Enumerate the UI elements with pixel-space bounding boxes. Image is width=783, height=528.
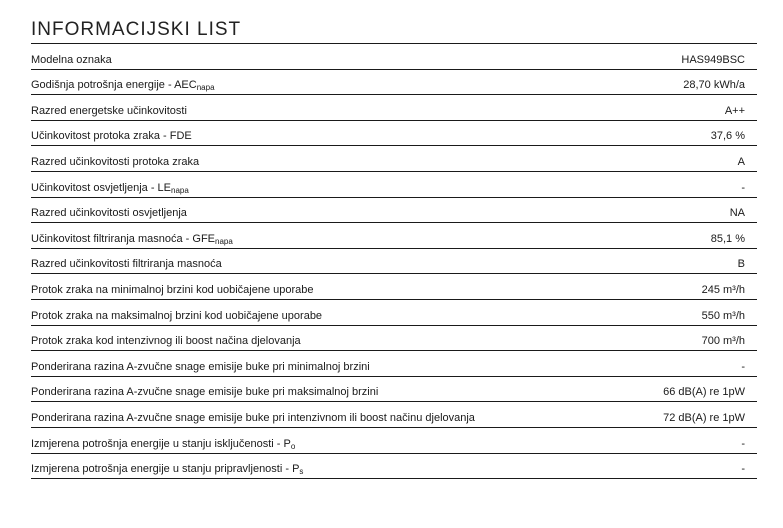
row-label: Godišnja potrošnja energije - $AEC_{napa}$ bbox=[31, 79, 215, 93]
row-value: - bbox=[741, 437, 745, 450]
row-label: Učinkovitost protoka zraka - FDE bbox=[31, 130, 192, 143]
row-label: Ponderirana razina A-zvučne snage emisije buke pri intenzivnom ili boost načinu djelovanja bbox=[31, 411, 475, 424]
row-value: - bbox=[741, 463, 745, 476]
row-value: 66 dB(A) re 1pW bbox=[663, 386, 745, 399]
row-label: Protok zraka na maksimalnoj brzini kod uobičajene uporabe bbox=[31, 309, 323, 322]
table-row-gfe bbox=[31, 223, 757, 249]
row-value: 37,6 % bbox=[710, 130, 745, 143]
row-value: HAS949BSC bbox=[681, 53, 745, 66]
row-value: A bbox=[737, 155, 745, 168]
table-row-fde bbox=[31, 121, 757, 147]
table-row-model bbox=[31, 44, 757, 70]
row-label: Učinkovitost filtriranja masnoća - $GFE_{napa}$ bbox=[31, 232, 233, 246]
table-row-noise-boost bbox=[31, 402, 757, 428]
row-value: NA bbox=[729, 207, 745, 220]
row-value: - bbox=[741, 360, 745, 373]
row-value: - bbox=[741, 181, 745, 194]
row-label: Protok zraka na minimalnoj brzini kod uobičajene uporabe bbox=[31, 283, 314, 296]
row-label: Izmjerena potrošnja energije u stanju isključenosti - $P_o$ bbox=[31, 437, 296, 451]
table-row-power-standby bbox=[31, 454, 757, 480]
table-row-aec bbox=[31, 70, 757, 96]
row-value: 245 m³/h bbox=[701, 283, 745, 296]
row-value: 700 m³/h bbox=[701, 335, 745, 348]
row-label: Razred energetske učinkovitosti bbox=[31, 104, 187, 117]
row-label: Učinkovitost osvjetljenja - $LE_{napa}$ bbox=[31, 181, 189, 195]
row-label: Razred učinkovitosti filtriranja masnoća bbox=[31, 258, 222, 271]
table-row-fde-class bbox=[31, 146, 757, 172]
table-row-power-off bbox=[31, 428, 757, 454]
row-value: 28,70 kWh/a bbox=[683, 79, 745, 92]
row-label: Razred učinkovitosti protoka zraka bbox=[31, 155, 200, 168]
row-value: 72 dB(A) re 1pW bbox=[663, 411, 745, 424]
information-sheet bbox=[31, 18, 757, 479]
row-value: 550 m³/h bbox=[701, 309, 745, 322]
table-row-airflow-max bbox=[31, 300, 757, 326]
table-row-noise-min bbox=[31, 351, 757, 377]
table-row-energy-class bbox=[31, 95, 757, 121]
table-row-gfe-class bbox=[31, 249, 757, 275]
row-label: Ponderirana razina A-zvučne snage emisije buke pri maksimalnoj brzini bbox=[31, 386, 379, 399]
table-row-noise-max bbox=[31, 377, 757, 403]
row-label: Modelna oznaka bbox=[31, 53, 112, 66]
row-label: Izmjerena potrošnja energije u stanju pripravljenosti - $P_s$ bbox=[31, 463, 304, 477]
table-row-airflow-boost bbox=[31, 326, 757, 352]
row-label: Ponderirana razina A-zvučne snage emisije buke pri minimalnoj brzini bbox=[31, 360, 370, 373]
table-row-le bbox=[31, 172, 757, 198]
table-row-le-class bbox=[31, 198, 757, 224]
table-row-airflow-min bbox=[31, 274, 757, 300]
row-value: B bbox=[737, 258, 745, 271]
row-label: Protok zraka kod intenzivnog ili boost načina djelovanja bbox=[31, 335, 301, 348]
sheet-title: INFORMACIJSKI LIST bbox=[31, 18, 757, 44]
row-value: A++ bbox=[724, 104, 745, 117]
spec-table bbox=[31, 44, 757, 479]
row-label: Razred učinkovitosti osvjetljenja bbox=[31, 207, 187, 220]
row-value: 85,1 % bbox=[710, 232, 745, 245]
